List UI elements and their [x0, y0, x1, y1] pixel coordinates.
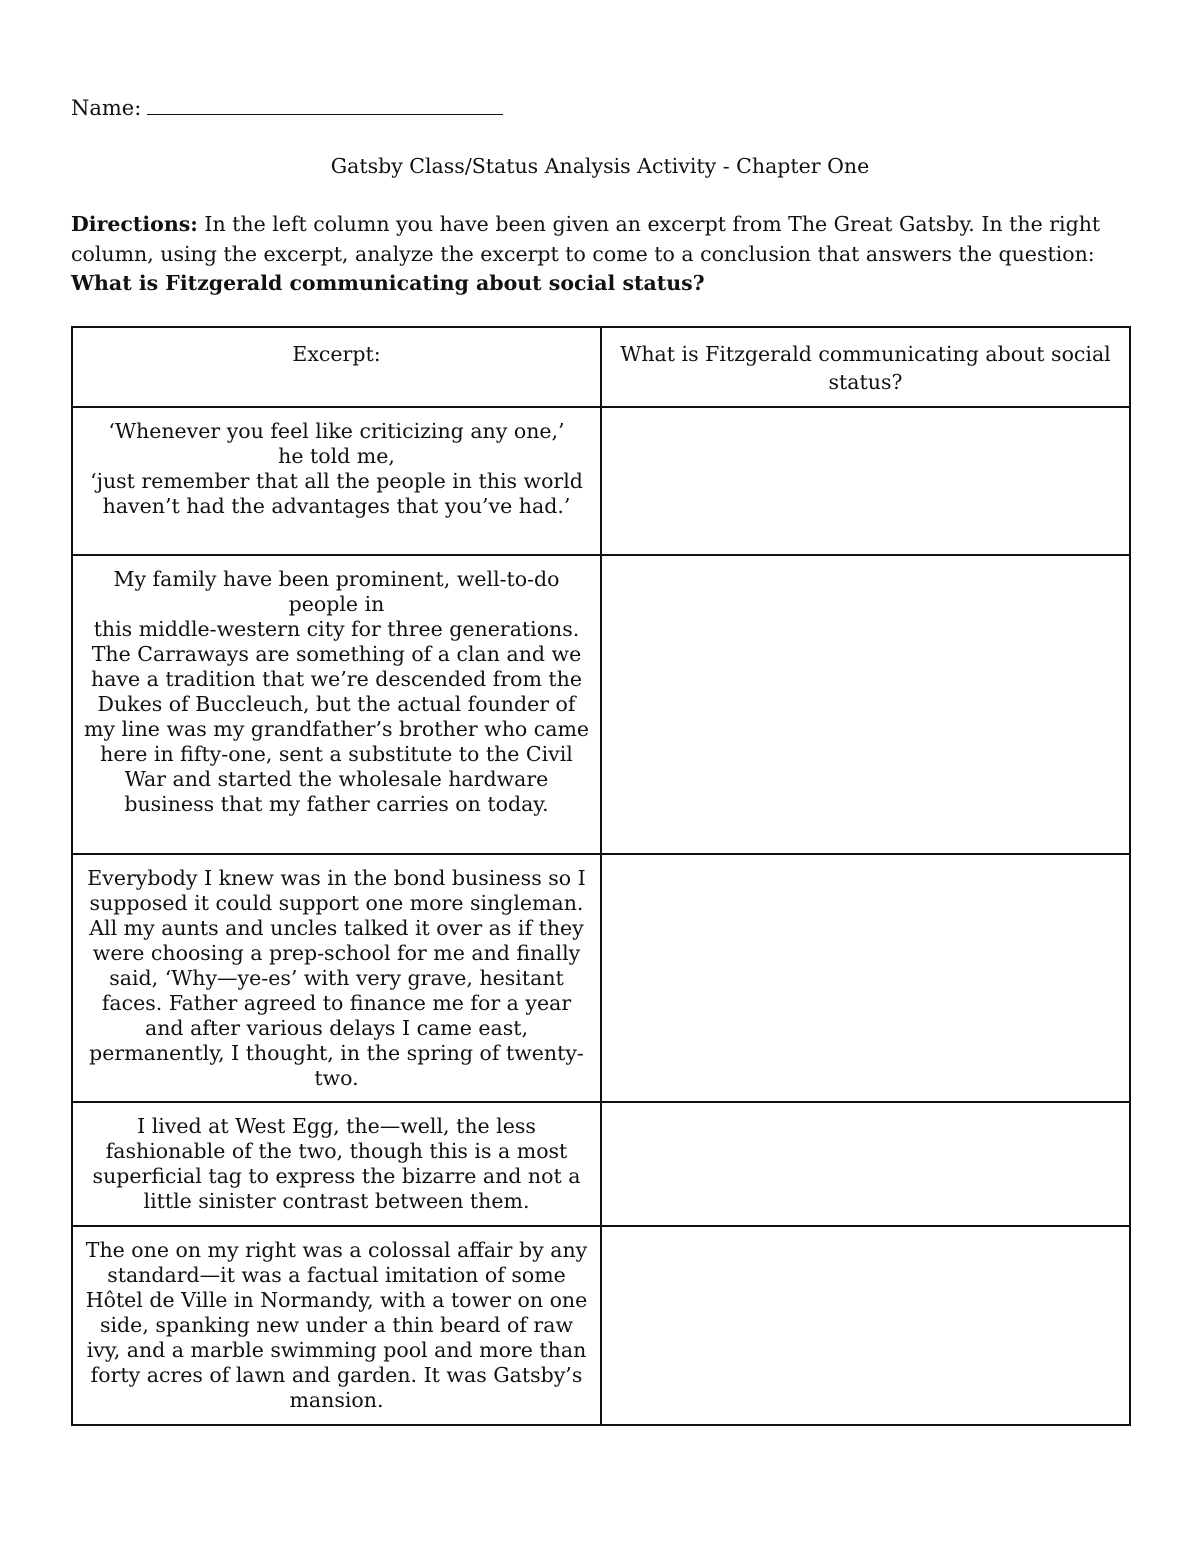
excerpt-cell: Everybody I knew was in the bond business so I supposed it could support one more singleman. All my aunts and uncles talked it over as if they were choosing a prep-school for me and finally said, ‘Why—ye-es’ with very grave, hesitant faces. Father agreed to finance me for a year and after various delays I came east, permanently, I thought, in the spring of twenty-two. [72, 854, 601, 1102]
response-cell[interactable] [601, 555, 1130, 854]
excerpt-cell: I lived at West Egg, the—well, the less fashionable of the two, though this is a most superficial tag to express the bizarre and not a little sinister contrast between them. [72, 1102, 601, 1226]
table-row [72, 1226, 1130, 1425]
table-row [72, 555, 1130, 854]
name-blank-line[interactable] [147, 96, 503, 115]
directions-question: What is Fitzgerald communicating about social status? [71, 271, 705, 295]
analysis-table [71, 326, 1131, 1426]
header-analysis: What is Fitzgerald communicating about social status? [601, 327, 1130, 407]
name-field [71, 96, 503, 120]
response-cell[interactable] [601, 407, 1130, 555]
table-row [72, 1102, 1130, 1226]
table-row [72, 407, 1130, 555]
directions-label: Directions: [71, 212, 198, 236]
excerpt-cell: My family have been prominent, well-to-do people in this middle-western city for three generations. The Carraways are something of a clan and we have a tradition that we’re descended from the Dukes of Buccleuch, but the actual founder of my line was my grandfather’s brother who came here in fifty-one, sent a substitute to the Civil War and started the wholesale hardware business that my father carries on today. [72, 555, 601, 854]
table-row [72, 854, 1130, 1102]
header-excerpt: Excerpt: [72, 327, 601, 407]
page-title: Gatsby Class/Status Analysis Activity - Chapter One [330, 154, 870, 178]
response-cell[interactable] [601, 1226, 1130, 1425]
table-header-row [72, 327, 1130, 407]
excerpt-cell: The one on my right was a colossal affair by any standard—it was a factual imitation of some Hôtel de Ville in Normandy, with a tower on one side, spanking new under a thin beard of raw ivy, and a marble swimming pool and more than forty acres of lawn and garden. It was Gatsby’s mansion. [72, 1226, 601, 1425]
directions [71, 210, 1131, 299]
directions-text: In the left column you have been given an excerpt from The Great Gatsby. In the right column, using the excerpt, analyze the excerpt to come to a conclusion that answers the question: [71, 212, 1101, 266]
response-cell[interactable] [601, 1102, 1130, 1226]
name-label: Name: [71, 96, 142, 120]
response-cell[interactable] [601, 854, 1130, 1102]
excerpt-cell: ‘Whenever you feel like criticizing any one,’ he told me, ‘just remember that all the people in this world haven’t had the advantages that you’ve had.’ [72, 407, 601, 555]
